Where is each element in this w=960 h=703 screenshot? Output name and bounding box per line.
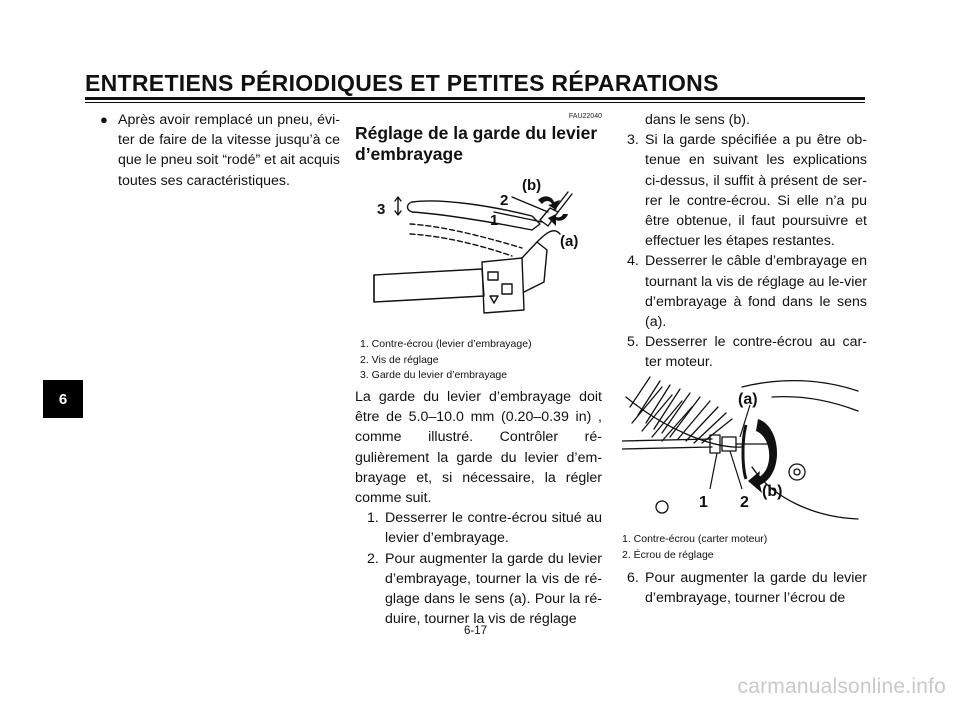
section-heading [355, 112, 602, 165]
list-item [367, 508, 602, 548]
engine-adjuster-figure [622, 367, 860, 532]
chapter-tab: 6 [43, 380, 83, 418]
header-rule [85, 97, 865, 100]
intro-paragraph: La garde du levier d’embrayage doit être de 5.0–10.0 mm (0.20–0.39 in) , comme illustré. Contrôler ré-gulièrement la garde du levier d’em-brayage et, si nécessaire, la régler comme suit. [355, 389, 602, 507]
step-text: Desserrer le câble d’embrayage en tournant la vis de réglage au le-vier d’embrayage à fond dans le sens (a). [645, 253, 867, 331]
watermark: carmanualsonline.info [737, 675, 946, 698]
step-number: 4. [627, 253, 639, 270]
bullet-text: Après avoir remplacé un pneu, évi-ter de faire de la vitesse jusqu’à ce que le pneu soit “rodé” et ait acquis toutes ses caractéristiques. [118, 112, 340, 189]
column-3-continued [627, 568, 867, 608]
step-text: Desserrer le contre-écrou au car-ter moteur. [645, 334, 867, 371]
step-number: 1. [367, 510, 379, 527]
list-item [627, 568, 867, 608]
step-text: Pour augmenter la garde du levier d’embrayage, tourner l’écrou de [645, 570, 867, 607]
figure1-captions [360, 337, 532, 384]
figure2-label-a: (a) [738, 391, 758, 408]
step-number: 3. [627, 132, 639, 149]
figure1-label-1: 1 [490, 212, 499, 229]
list-item [367, 549, 602, 630]
figure1-caption-3: 3. Garde du levier d’embrayage [360, 369, 508, 381]
step-text: Pour augmenter la garde du levier d’embrayage, tourner la vis de ré-glage dans le sens (a). Pour la ré-duire, tourner la vis de réglage [385, 550, 602, 628]
header-rule-thin [85, 102, 865, 103]
figure1-label-2: 2 [500, 192, 509, 209]
figure1-caption-1: 1. Contre-écrou (levier d’embrayage) [360, 338, 532, 350]
bullet-item [100, 110, 340, 191]
list-item [627, 130, 867, 251]
figure2-label-2: 2 [740, 494, 749, 511]
clutch-lever-figure [372, 172, 592, 334]
page-header-title: ENTRETIENS PÉRIODIQUES ET PETITES RÉPARATIONS [85, 70, 719, 96]
step-text: Desserrer le contre-écrou situé au levier d’embrayage. [385, 510, 602, 547]
column-2-text [355, 387, 602, 629]
steps-list [367, 508, 602, 629]
page-number: 6-17 [464, 625, 488, 637]
figure2-label-1: 1 [699, 494, 708, 511]
column-3 [627, 110, 867, 373]
step-text: Si la garde spécifiée a pu être ob-tenue en suivant les explications ci-dessus, il suffit à présent de ser-rer le contre-écrou. Si elle n’a pu être obtenue, il faut poursuivre et effectuer les étapes restantes. [645, 132, 867, 250]
step-number: 5. [627, 334, 639, 351]
figure1-caption-2: 2. Vis de réglage [360, 353, 439, 366]
step-number: 2. [367, 550, 379, 567]
step-number: 6. [627, 570, 639, 586]
figure1-label-b: (b) [522, 177, 542, 194]
section-title: Réglage de la garde du levier d’embrayage [355, 123, 598, 164]
figure1-label-3: 3 [377, 201, 386, 218]
reference-code: FAU22040 [568, 113, 602, 120]
figure1-label-a: (a) [560, 233, 579, 250]
figure2-caption-1: 1. Contre-écrou (carter moteur) [622, 533, 768, 545]
figure2-label-b: (b) [762, 483, 783, 500]
figure2-captions [622, 532, 767, 563]
column-1 [100, 110, 340, 191]
figure2-caption-2: 2. Écrou de réglage [622, 548, 714, 561]
continuation-text: dans le sens (b). [645, 112, 750, 128]
list-item [627, 251, 867, 332]
bullet-icon: ● [100, 112, 108, 127]
